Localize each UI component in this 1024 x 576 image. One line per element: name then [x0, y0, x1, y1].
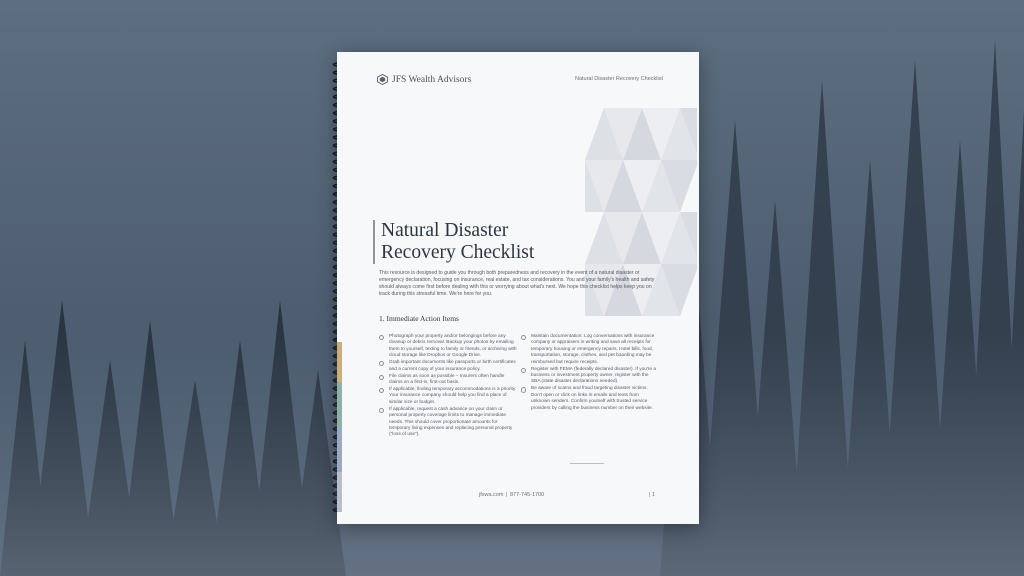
logo-icon: [377, 74, 388, 85]
checkbox-circle-icon: [379, 388, 384, 393]
checkbox-circle-icon: [521, 387, 526, 392]
checklist-notebook: [337, 52, 699, 524]
checkbox-circle-icon: [379, 408, 384, 413]
checklist-item: File claims as soon as possible – Insurers often handle claims on a first-in, first-out basis.: [379, 374, 517, 387]
footer-phone: 877-745-1700: [509, 492, 545, 498]
page-number: | 1: [649, 492, 656, 498]
checkbox-circle-icon: [521, 368, 526, 373]
checklist-item: Be aware of scams and fraud targeting disaster victims. Don't open or click on links in emails and texts from unknown senders. Confirm yourself with trusted service providers by calling the business number on their website.: [521, 386, 659, 412]
page-header: [377, 74, 677, 90]
checklist-item: Maintain documentation: Log conversations with insurance company or appraisers in writing and save all receipts for temporary housing or emergency repairs. Hotel bills, food, transportation, storage, clothes, and pet boarding may be reimbursed but require receipts.: [521, 334, 659, 366]
section-title: 1. Immediate Action Items: [379, 314, 459, 323]
section-divider: [570, 463, 604, 464]
checklist-item: Register with FEMA (federally declared disaster). If you're a business or investment property owner, register with the SBA (state disaster declarations needed).: [521, 367, 659, 386]
checklist-item: If applicable, finding temporary accommodations is a priority. Your insurance company should help you find a place of similar size or budget.: [379, 387, 517, 406]
brand-logo: [377, 74, 471, 85]
document-title: [373, 220, 534, 264]
checklist-item: If applicable, request a cash advance on your claim or personal property coverage limits to manage immediate needs. This should cover proportionate amounts for temporary living expenses and replacing personal property ("loss of use").: [379, 407, 517, 439]
footer-website: jfswa.com: [479, 492, 504, 498]
checkbox-circle-icon: [379, 375, 384, 380]
footer-separator: |: [505, 492, 508, 498]
title-line-1: Natural Disaster: [381, 220, 509, 241]
title-line-2: Recovery Checklist: [381, 242, 535, 263]
brand-name: JFS Wealth Advisors: [392, 74, 472, 85]
intro-paragraph: This resource is designed to guide you through both preparedness and recovery in the event of a natural disaster or emergency declaration, focusing on insurance, real estate, and tax considerations. You and your family's health and safety should always come first before dealing with this or worrying about what's next. We hope this checklist helps keep you on track during this stressful time. We're here for you.: [379, 270, 655, 297]
page-footer: [479, 492, 544, 498]
checkbox-circle-icon: [379, 335, 384, 340]
header-doc-label: Natural Disaster Recovery Checklist: [574, 76, 663, 82]
checklist-item: Grab important documents like passports or birth certificates and a current copy of your insurance policy.: [379, 360, 517, 373]
checklist-column-right: [521, 334, 659, 413]
checklist-column-left: [379, 334, 517, 439]
checkbox-circle-icon: [379, 361, 384, 366]
checklist-item: Photograph your property and/or belongings before any cleanup or debris removal. Backup your photos by emailing them to yourself, texting to family or friends, or archiving with cloud storage like Dropbox or Google Drive.: [379, 334, 517, 360]
page-edge-tabs: [337, 342, 342, 512]
checkbox-circle-icon: [521, 335, 526, 340]
